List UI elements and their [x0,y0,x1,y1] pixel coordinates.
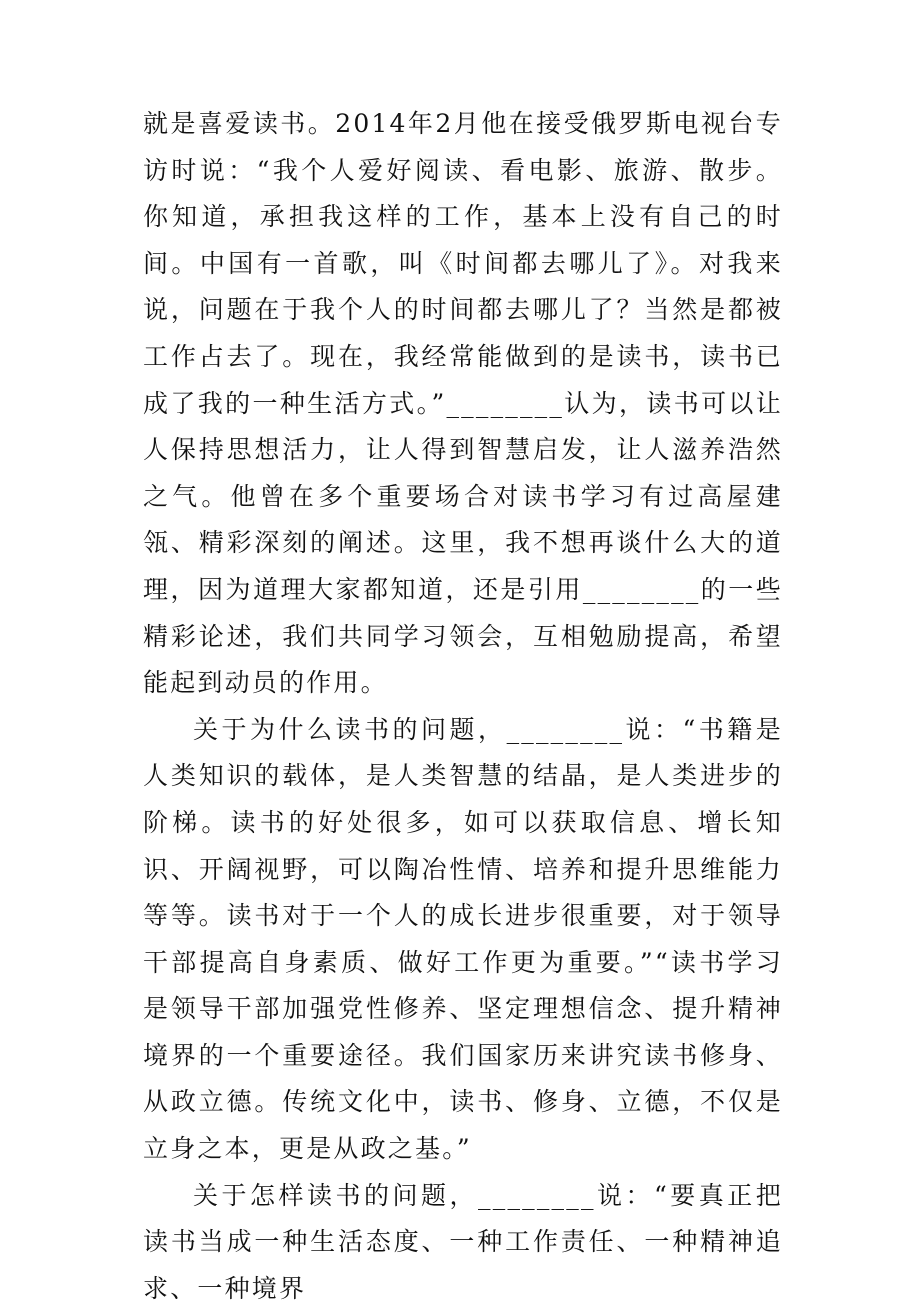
paragraph-1: 就是喜爱读书。2014年2月他在接受俄罗斯电视台专访时说：“我个人爱好阅读、看电影、旅游、散步。你知道，承担我这样的工作，基本上没有自己的时间。中国有一首歌，叫《时间都去哪儿了》。对我来说，问题在于我个人的时间都去哪儿了？当然是都被工作占去了。现在，我经常能做到的是读书，读书已成了我的一种生活方式。”________认为，读书可以让人保持思想活力，让人得到智慧启发，让人滋养浩然之气。他曾在多个重要场合对读书学习有过高屋建瓴、精彩深刻的阐述。这里，我不想再谈什么大的道理，因为道理大家都知道，还是引用________的一些精彩论述，我们共同学习领会，互相勉励提高，希望能起到动员的作用。 [143,109,783,698]
paragraph-2: 关于为什么读书的问题，________说：“书籍是人类知识的载体，是人类智慧的结晶，是人类进步的阶梯。读书的好处很多，如可以获取信息、增长知识、开阔视野，可以陶冶性情、培养和提升思维能力等等。读书对于一个人的成长进步很重要，对于领导干部提高自身素质、做好工作更为重要。”“读书学习是领导干部加强党性修养、坚定理想信念、提升精神境界的一个重要途径。我们国家历来讲究读书修身、从政立德。传统文化中，读书、修身、立德，不仅是立身之本，更是从政之基。” [143,714,783,1164]
paragraph-3: 关于怎样读书的问题，________说：“要真正把读书当成一种生活态度、一种工作责任、一种精神追求、一种境界 [143,1180,783,1303]
document-page [143,101,783,1312]
